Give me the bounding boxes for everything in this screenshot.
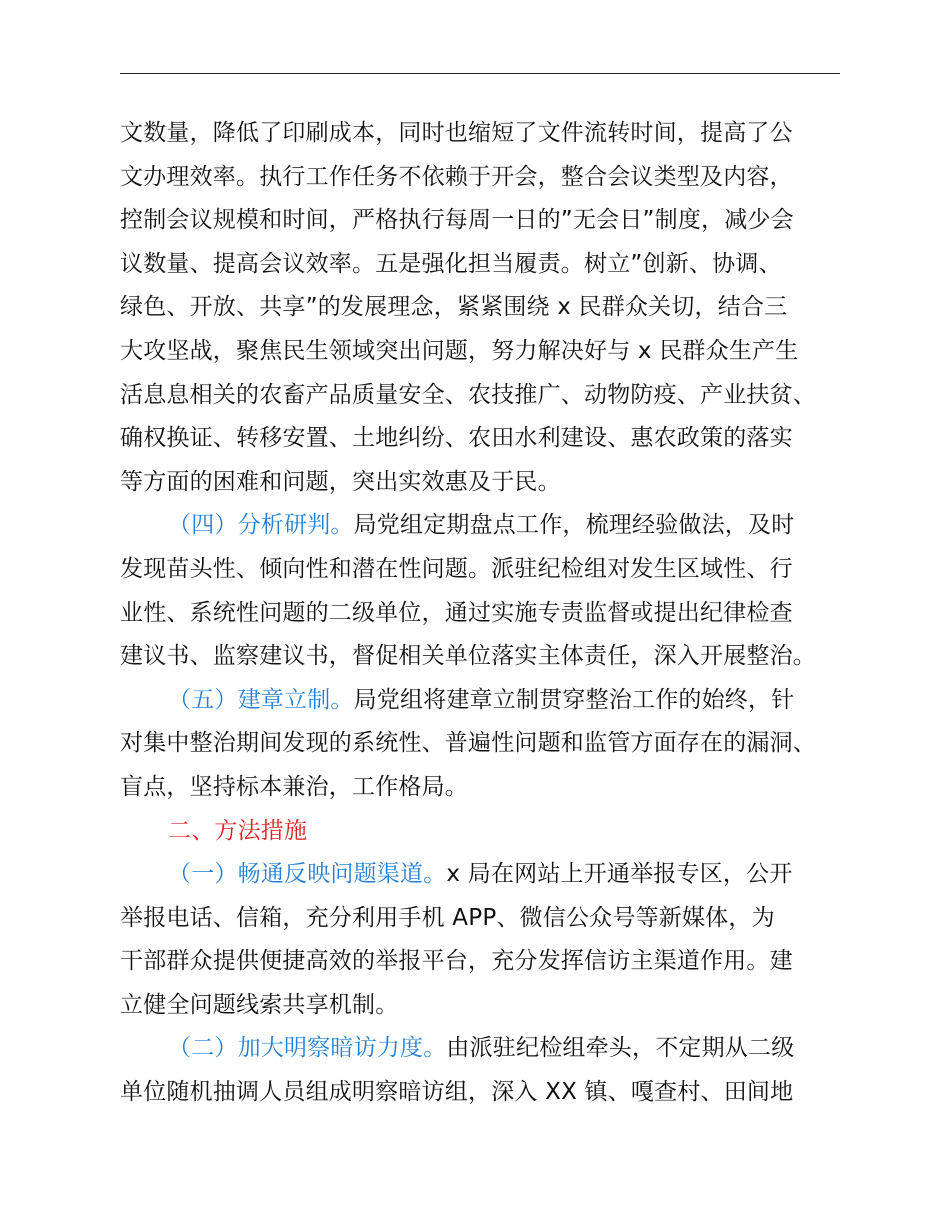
- document-body: [120, 112, 850, 1115]
- paragraph-inspection: [120, 1027, 850, 1071]
- body-text: x 局在网站上开通举报专区，公开: [446, 861, 793, 888]
- paragraph-analysis: [120, 504, 850, 548]
- body-line: 发现苗头性、倾向性和潜在性问题。派驻纪检组对发生区域性、行: [120, 555, 793, 582]
- paragraph-rules: [120, 679, 850, 723]
- body-text: 局党组定期盘点工作，梳理经验做法，及时: [353, 512, 795, 539]
- body-line: 文办理效率。执行工作任务不依赖于开会，整合会议类型及内容，: [120, 163, 793, 190]
- body-line: 干部群众提供便捷高效的举报平台，充分发挥信访主渠道作用。建: [120, 948, 793, 975]
- body-line: 立健全问题线索共享机制。: [120, 991, 399, 1018]
- body-line: 大攻坚战，聚焦民生领域突出问题，努力解决好与 x 民群众生产生: [120, 337, 799, 364]
- section-heading-methods: 二、方法措施: [168, 817, 308, 844]
- body-text: 局党组将建章立制贯穿整治工作的始终，针: [353, 686, 795, 713]
- subheading-channels: （一）畅通反映问题渠道。: [168, 861, 447, 888]
- body-line: 业性、系统性问题的二级单位，通过实施专责监督或提出纪律检查: [120, 599, 793, 626]
- body-line: 确权换证、转移安置、土地纠纷、农田水利建设、惠农政策的落实: [120, 425, 793, 452]
- body-line: 举报电话、信箱，充分利用手机 APP、微信公众号等新媒体，为: [120, 904, 775, 931]
- body-line: 绿色、开放、共享”的发展理念，紧紧围绕 x 民群众关切，结合三: [120, 294, 788, 321]
- header-rule: [120, 73, 840, 74]
- subheading-inspection: （二）加大明察暗访力度。: [168, 1035, 447, 1062]
- paragraph-channels: [120, 853, 850, 897]
- subheading-rules: （五）建章立制。: [168, 686, 354, 713]
- body-line: 对集中整治期间发现的系统性、普遍性问题和监管方面存在的漏洞、: [120, 730, 816, 757]
- subheading-analysis: （四）分析研判。: [168, 512, 354, 539]
- body-line: 控制会议规模和时间，严格执行每周一日的”无会日”制度，减少会: [120, 207, 794, 234]
- body-line: 盲点，坚持标本兼治，工作格局。: [120, 773, 468, 800]
- body-line: 建议书、监察建议书，督促相关单位落实主体责任，深入开展整治。: [120, 643, 816, 670]
- body-line: 单位随机抽调人员组成明察暗访组，深入 XX 镇、嘎查村、田间地: [120, 1079, 794, 1106]
- body-line: 议数量、提高会议效率。五是强化担当履责。树立”创新、协调、: [120, 250, 782, 277]
- body-line: 文数量，降低了印刷成本，同时也缩短了文件流转时间，提高了公: [120, 120, 793, 146]
- body-line: 等方面的困难和问题，突出实效惠及于民。: [120, 468, 561, 495]
- body-line: 活息息相关的农畜产品质量安全、农技推广、动物防疫、产业扶贫、: [120, 381, 816, 408]
- body-text: 由派驻纪检组牵头，不定期从二级: [446, 1035, 795, 1062]
